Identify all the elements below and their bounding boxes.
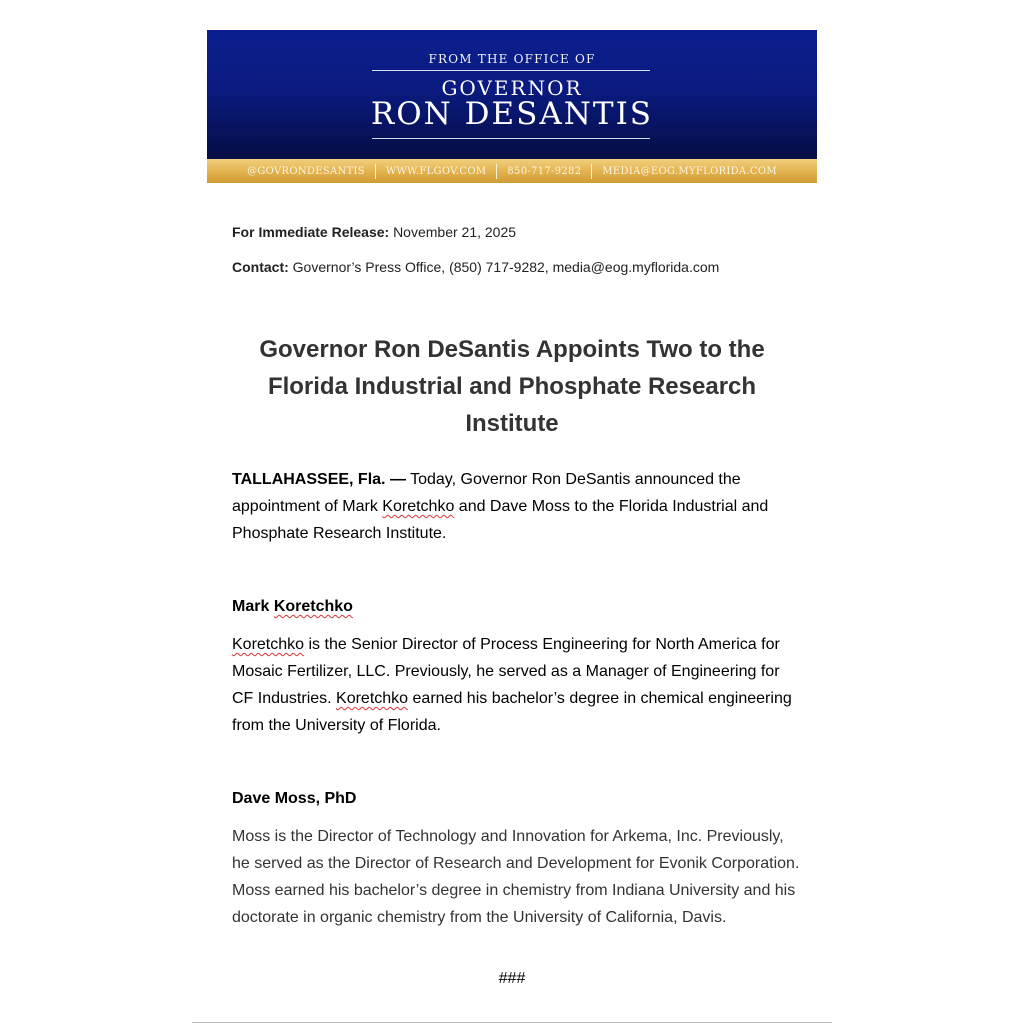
dateline: TALLAHASSEE, Fla. — [232, 471, 406, 488]
intro-text-after: and Dave Moss to the Florida Industrial and Phosphate Research Institute. [232, 498, 769, 542]
appointee-2-heading: Dave Moss, PhD [232, 790, 357, 807]
banner-governor-line: GOVERNOR [441, 76, 583, 100]
banner-social-handle: @GOVRONDESANTIS [247, 165, 365, 177]
appointee-2-bio: Moss is the Director of Technology and Innovation for Arkema, Inc. Previously, he served as the Director of Research and Development for Evonik Corporation. Moss earned his bachelor’s degree in chemistry from Indiana University and his doctorate in organic chemistry from the University of California, Davis. [232, 828, 800, 926]
intro-text-before: Today, Governor Ron DeSantis announced the appointment of Mark [232, 471, 741, 515]
contact-label: Contact: [232, 259, 289, 275]
bio1-part1: is the Senior Director of Process Engineering for North America for Mosaic Fertilizer, LLC. Previously, he served as a Manager of Engineering for CF Industries. [232, 636, 780, 707]
appointee-1-last-name: Koretchko [273, 598, 353, 615]
bio1-part2: earned his bachelor’s degree in chemical engineering from the University of Florida. [232, 690, 792, 734]
banner-rule-bottom [372, 138, 650, 139]
release-date: November 21, 2025 [393, 224, 517, 240]
appointee-1-first-name: Mark [232, 598, 270, 615]
banner-phone: 850-717-9282 [507, 165, 582, 177]
contact-value: Governor’s Press Office, (850) 717-9282, media@eog.myflorida.com [292, 259, 720, 275]
banner-from-line: FROM THE OFFICE OF [428, 52, 596, 66]
release-label: For Immediate Release: [232, 224, 390, 240]
banner-rule-top [372, 70, 650, 71]
press-release-headline: Governor Ron DeSantis Appoints Two to the Florida Industrial and Phosphate Research Institute [259, 336, 765, 437]
appointee-1-heading [232, 598, 353, 616]
banner-name-line: RON DESANTIS [370, 96, 654, 132]
footer-divider [192, 1022, 832, 1023]
header-banner [207, 30, 817, 183]
release-line [232, 224, 516, 240]
bio1-name-word: Koretchko [232, 636, 305, 653]
end-mark: ### [498, 970, 526, 987]
contact-line [232, 259, 719, 275]
intro-name-word: Koretchko [382, 498, 455, 515]
banner-email: MEDIA@EOG.MYFLORIDA.COM [602, 165, 777, 177]
appointee-1-bio [232, 631, 804, 739]
banner-contact-bar [207, 159, 817, 183]
bio1-name-word-2: Koretchko [336, 690, 409, 707]
banner-website: WWW.FLGOV.COM [385, 165, 487, 177]
intro-paragraph [232, 466, 804, 547]
